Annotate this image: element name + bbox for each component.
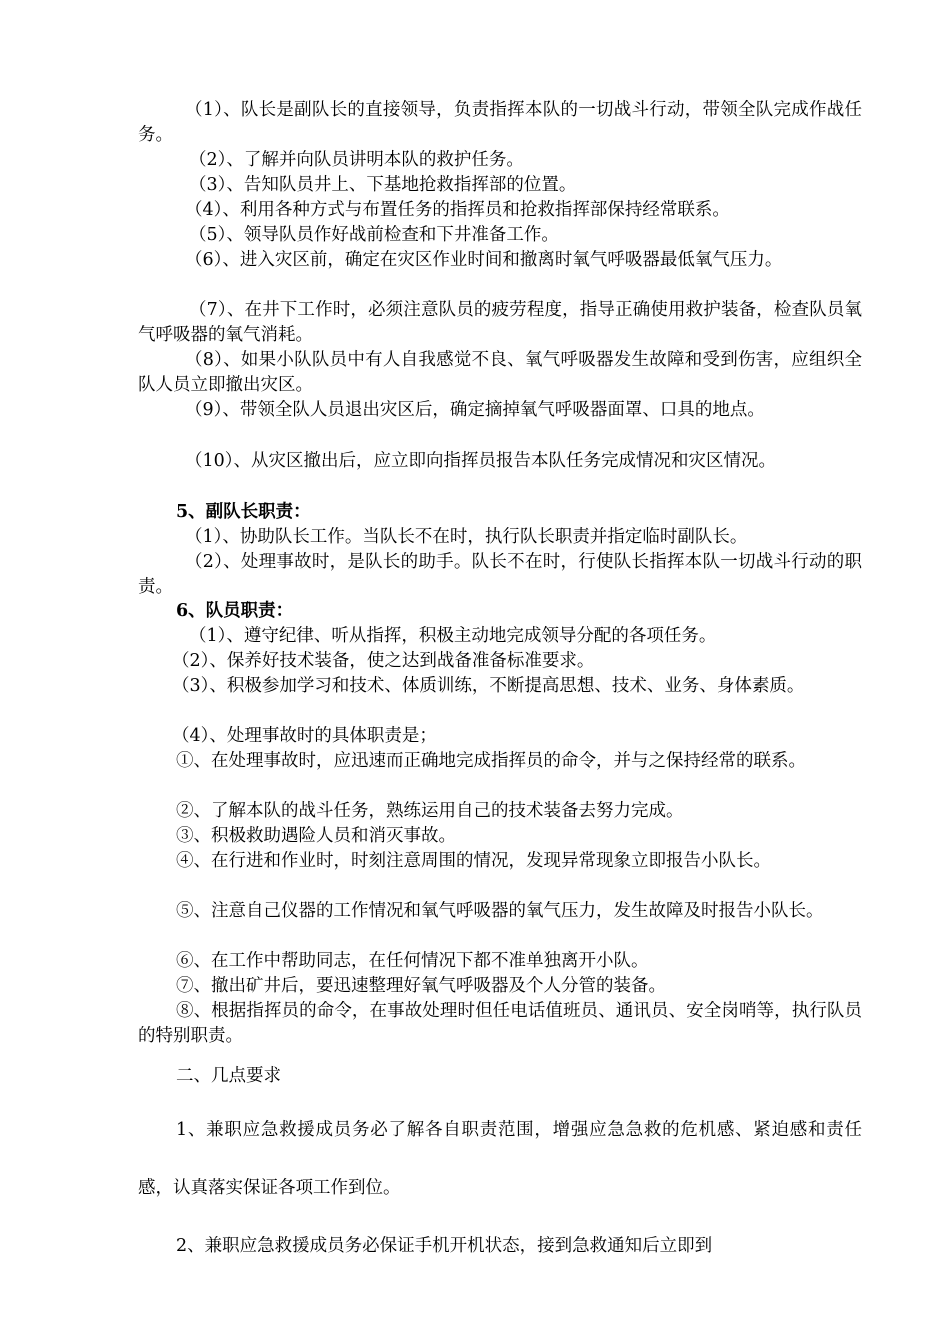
paragraph-specific-5: ⑤、注意自己仪器的工作情况和氧气呼吸器的氧气压力，发生故障及时报告小队长。 — [176, 901, 824, 921]
paragraph-captain-6: （6）、进入灾区前，确定在灾区作业时间和撤离时氧气呼吸器最低氧气压力。 — [185, 250, 783, 270]
paragraph-requirement-1: 1、兼职应急救援成员务必了解各自职责范围，增强应急急救的危机感、紧迫感和责任感，认真落实保证各项工作到位。 — [138, 1120, 862, 1198]
paragraph-specific-3: ③、积极救助遇险人员和消灭事故。 — [176, 826, 456, 846]
paragraph-member-2: （2）、保养好技术装备，使之达到战备准备标准要求。 — [172, 651, 595, 671]
section-heading-requirements: 二、几点要求 — [176, 1066, 281, 1086]
paragraph-captain-2: （2）、了解并向队员讲明本队的救护任务。 — [189, 150, 524, 170]
paragraph-specific-6: ⑥、在工作中帮助同志，在任何情况下都不准单独离开小队。 — [176, 951, 649, 971]
paragraph-vice-captain-1: （1）、协助队长工作。当队长不在时，执行队长职责并指定临时副队长。 — [185, 527, 748, 547]
paragraph-specific-7: ⑦、撤出矿井后，要迅速整理好氧气呼吸器及个人分管的装备。 — [176, 976, 666, 996]
paragraph-specific-1: ①、在处理事故时，应迅速而正确地完成指挥员的命令，并与之保持经常的联系。 — [176, 751, 806, 771]
paragraph-specific-2: ②、了解本队的战斗任务，熟练运用自己的技术装备去努力完成。 — [176, 801, 684, 821]
heading-vice-captain-duties: 5、副队长职责： — [176, 502, 311, 522]
paragraph-requirement-2: 2、兼职应急救援成员务必保证手机开机状态，接到急救通知后立即到 — [176, 1236, 713, 1256]
paragraph-member-1: （1）、遵守纪律、听从指挥，积极主动地完成领导分配的各项任务。 — [189, 626, 717, 646]
paragraph-captain-5: （5）、领导队员作好战前检查和下井准备工作。 — [189, 225, 559, 245]
paragraph-captain-1: （1）、队长是副队长的直接领导，负责指挥本队的一切战斗行动，带领全队完成作战任务。 — [138, 100, 862, 145]
paragraph-captain-8: （8）、如果小队队员中有人自我感觉不良、氧气呼吸器发生故障和受到伤害，应组织全队人员立即撤出灾区。 — [138, 350, 862, 395]
paragraph-captain-3: （3）、告知队员井上、下基地抢救指挥部的位置。 — [189, 175, 577, 195]
paragraph-specific-4: ④、在行进和作业时，时刻注意周围的情况，发现异常现象立即报告小队长。 — [176, 851, 771, 871]
paragraph-captain-9: （9）、带领全队人员退出灾区后，确定摘掉氧气呼吸器面罩、口具的地点。 — [185, 400, 765, 420]
paragraph-specific-8: ⑧、根据指挥员的命令，在事故处理时但任电话值班员、通讯员、安全岗哨等，执行队员的特别职责。 — [138, 1001, 862, 1046]
paragraph-captain-10: （10）、从灾区撤出后，应立即向指挥员报告本队任务完成情况和灾区情况。 — [185, 451, 777, 471]
paragraph-captain-4: （4）、利用各种方式与布置任务的指挥员和抢救指挥部保持经常联系。 — [185, 200, 730, 220]
paragraph-member-3: （3）、积极参加学习和技术、体质训练，不断提高思想、技术、业务、身体素质。 — [172, 676, 805, 696]
heading-member-duties: 6、队员职责： — [176, 601, 294, 621]
paragraph-vice-captain-2: （2）、处理事故时，是队长的助手。队长不在时，行使队长指挥本队一切战斗行动的职责。 — [138, 552, 862, 597]
paragraph-member-4: （4）、处理事故时的具体职责是； — [172, 726, 437, 746]
paragraph-captain-7: （7）、在井下工作时，必须注意队员的疲劳程度，指导正确使用救护装备，检查队员氧气呼吸器的氧气消耗。 — [138, 300, 862, 345]
